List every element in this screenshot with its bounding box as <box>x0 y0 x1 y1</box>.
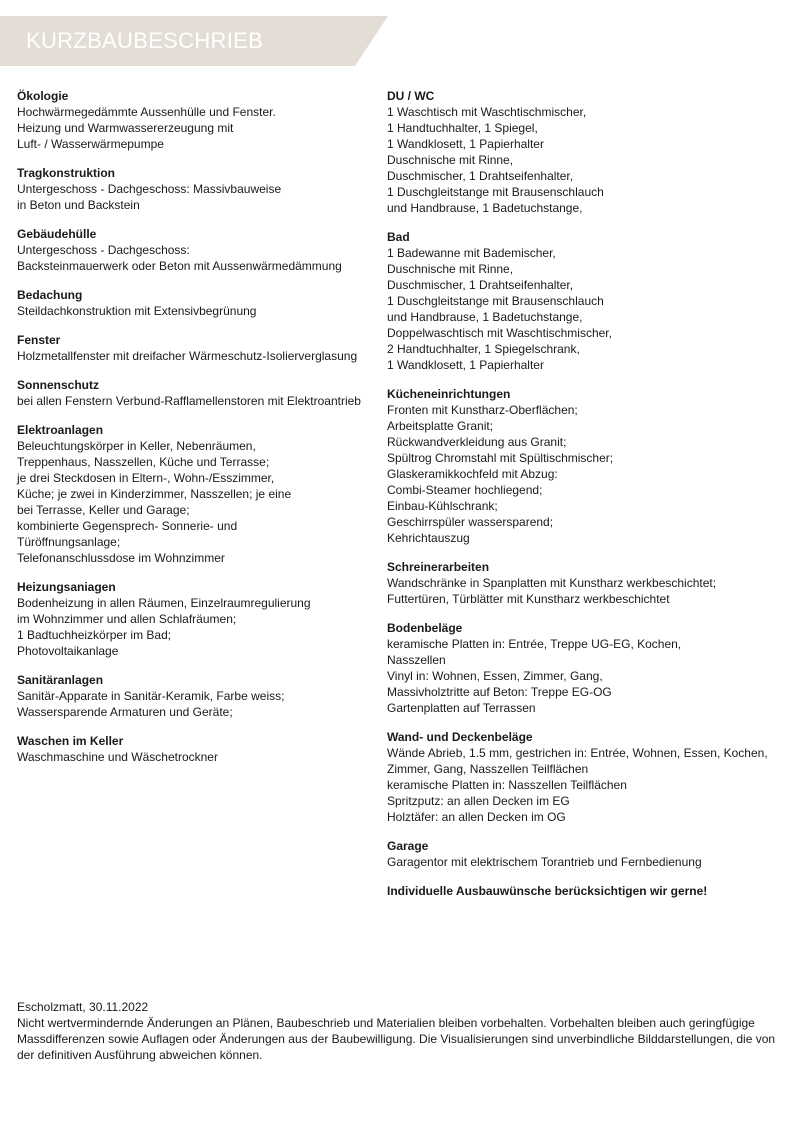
section-title: Bodenbeläge <box>387 621 463 635</box>
section-line: Bodenheizung in allen Räumen, Einzelraumregulierung <box>17 596 311 610</box>
spec-section <box>17 672 367 720</box>
section-title: Fenster <box>17 333 61 347</box>
section-line: Heizung und Warmwassererzeugung mit <box>17 121 234 135</box>
section-title: DU / WC <box>387 89 435 103</box>
section-line: Zimmer, Gang, Nasszellen Teilflächen <box>387 762 589 776</box>
section-line: bei allen Fenstern Verbund-Rafflamellenstoren mit Elektroantrieb <box>17 394 361 408</box>
section-title: Elektroanlagen <box>17 423 104 437</box>
section-line: Nasszellen <box>387 653 446 667</box>
section-line: Treppenhaus, Nasszellen, Küche und Terrasse; <box>17 455 270 469</box>
section-line: Gartenplatten auf Terrassen <box>387 701 536 715</box>
section-line: Backsteinmauerwerk oder Beton mit Aussenwärmedämmung <box>17 259 342 273</box>
section-line: 1 Waschtisch mit Waschtischmischer, <box>387 105 587 119</box>
section-line: Photovoltaikanlage <box>17 644 119 658</box>
section-line: Wassersparende Armaturen und Geräte; <box>17 705 233 719</box>
section-line: keramische Platten in: Entrée, Treppe UG-EG, Kochen, <box>387 637 682 651</box>
section-title: Wand- und Deckenbeläge <box>387 730 533 744</box>
section-line: kombinierte Gegensprech- Sonnerie- und <box>17 519 238 533</box>
section-line: Doppelwaschtisch mit Waschtischmischer, <box>387 326 612 340</box>
section-line: Duschnische mit Rinne, <box>387 153 514 167</box>
section-title: Ökologie <box>17 89 69 103</box>
spec-section <box>387 386 787 546</box>
section-title: Heizungsaniagen <box>17 580 116 594</box>
section-title: Schreinerarbeiten <box>387 560 490 574</box>
section-line: Einbau-Kühlschrank; <box>387 499 498 513</box>
section-line: Untergeschoss - Dachgeschoss: <box>17 243 190 257</box>
spec-section <box>387 229 787 373</box>
spec-section <box>387 838 787 870</box>
section-line: Arbeitsplatte Granit; <box>387 419 494 433</box>
section-line: und Handbrause, 1 Badetuchstange, <box>387 201 583 215</box>
footer-date: Escholzmatt, 30.11.2022 <box>17 1000 149 1014</box>
section-line: Wände Abrieb, 1.5 mm, gestrichen in: Entrée, Wohnen, Essen, Kochen, <box>387 746 768 760</box>
section-line: Combi-Steamer hochliegend; <box>387 483 543 497</box>
section-line: Duschnische mit Rinne, <box>387 262 514 276</box>
spec-section <box>17 733 367 765</box>
section-line: 1 Wandklosett, 1 Papierhalter <box>387 137 544 151</box>
section-line: 1 Wandklosett, 1 Papierhalter <box>387 358 544 372</box>
section-line: Küche; je zwei in Kinderzimmer, Nasszellen; je eine <box>17 487 292 501</box>
spec-section <box>17 377 367 409</box>
section-line: im Wohnzimmer und allen Schlafräumen; <box>17 612 237 626</box>
section-line: Duschmischer, 1 Drahtseifenhalter, <box>387 169 574 183</box>
section-line: Türöffnungsanlage; <box>17 535 121 549</box>
section-line: Sanitär-Apparate in Sanitär-Keramik, Farbe weiss; <box>17 689 285 703</box>
section-line: 1 Handtuchhalter, 1 Spiegel, <box>387 121 538 135</box>
spec-section <box>17 332 367 364</box>
section-line: Untergeschoss - Dachgeschoss: Massivbauweise <box>17 182 282 196</box>
section-line: Steildachkonstruktion mit Extensivbegrünung <box>17 304 257 318</box>
section-line: Telefonanschlussdose im Wohnzimmer <box>17 551 225 565</box>
section-line: keramische Platten in: Nasszellen Teilflächen <box>387 778 627 792</box>
spec-section <box>17 287 367 319</box>
section-title: Kücheneinrichtungen <box>387 387 511 401</box>
section-title: Bad <box>387 230 410 244</box>
section-title: Bedachung <box>17 288 83 302</box>
section-line: 2 Handtuchhalter, 1 Spiegelschrank, <box>387 342 580 356</box>
section-line: Beleuchtungskörper in Keller, Nebenräumen, <box>17 439 256 453</box>
section-line: 1 Duschgleitstange mit Brausenschlauch <box>387 185 604 199</box>
spec-section <box>387 559 787 607</box>
section-line: Kehrichtauszug <box>387 531 470 545</box>
section-title: Sonnenschutz <box>17 378 100 392</box>
section-line: Luft- / Wasserwärmepumpe <box>17 137 164 151</box>
section-line: Hochwärmegedämmte Aussenhülle und Fenster. <box>17 105 276 119</box>
spec-section <box>17 165 367 213</box>
section-line: Vinyl in: Wohnen, Essen, Zimmer, Gang, <box>387 669 603 683</box>
section-title: Sanitäranlagen <box>17 673 104 687</box>
section-line: 1 Badtuchheizkörper im Bad; <box>17 628 172 642</box>
section-line: Futtertüren, Türblätter mit Kunstharz werkbeschichtet <box>387 592 670 606</box>
section-line: in Beton und Backstein <box>17 198 140 212</box>
section-line: Spültrog Chromstahl mit Spültischmischer; <box>387 451 614 465</box>
section-title: Tragkonstruktion <box>17 166 116 180</box>
right-sections <box>387 88 787 870</box>
section-line: je drei Steckdosen in Eltern-, Wohn-/Esszimmer, <box>17 471 275 485</box>
section-line: Waschmaschine und Wäschetrockner <box>17 750 218 764</box>
spec-section <box>387 729 787 825</box>
spec-section <box>387 88 787 216</box>
section-line: Fronten mit Kunstharz-Oberflächen; <box>387 403 578 417</box>
section-title: Gebäudehülle <box>17 227 97 241</box>
left-column <box>17 88 367 778</box>
section-line: Holzmetallfenster mit dreifacher Wärmeschutz-Isolierverglasung <box>17 349 358 363</box>
spec-section <box>17 226 367 274</box>
spec-section <box>17 422 367 566</box>
section-title: Waschen im Keller <box>17 734 124 748</box>
spec-section <box>17 88 367 152</box>
right-column <box>387 88 787 899</box>
section-line: Duschmischer, 1 Drahtseifenhalter, <box>387 278 574 292</box>
section-line: Massivholztritte auf Beton: Treppe EG-OG <box>387 685 612 699</box>
section-line: 1 Badewanne mit Bademischer, <box>387 246 556 260</box>
spec-section <box>387 620 787 716</box>
section-line: Garagentor mit elektrischem Torantrieb und Fernbedienung <box>387 855 702 869</box>
section-line: Wandschränke in Spanplatten mit Kunstharz werkbeschichtet; <box>387 576 717 590</box>
spec-section <box>17 579 367 659</box>
section-title: Garage <box>387 839 429 853</box>
section-line: 1 Duschgleitstange mit Brausenschlauch <box>387 294 604 308</box>
section-line: Geschirrspüler wassersparend; <box>387 515 554 529</box>
section-line: Glaskeramikkochfeld mit Abzug: <box>387 467 558 481</box>
closing-note: Individuelle Ausbauwünsche berücksichtigen wir gerne! <box>387 884 708 898</box>
page-title: KURZBAUBESCHRIEB <box>26 28 264 53</box>
section-line: und Handbrause, 1 Badetuchstange, <box>387 310 583 324</box>
section-line: Holztäfer: an allen Decken im OG <box>387 810 566 824</box>
section-line: bei Terrasse, Keller und Garage; <box>17 503 190 517</box>
footer-disclaimer: Nicht wertvermindernde Änderungen an Plänen, Baubeschrieb und Materialien bleiben vorbehalten. Vorbehalten bleiben auch geringfügige Massdifferenzen sowie Auflagen oder Änderungen aus der Baubewilligung. Die Visualisierungen sind unverbindliche Bilddarstellungen, die von der definitiven Ausführung abweichen können. <box>17 1016 776 1062</box>
footer <box>17 999 787 1063</box>
section-line: Spritzputz: an allen Decken im EG <box>387 794 570 808</box>
section-line: Rückwandverkleidung aus Granit; <box>387 435 567 449</box>
header-banner <box>0 16 388 66</box>
